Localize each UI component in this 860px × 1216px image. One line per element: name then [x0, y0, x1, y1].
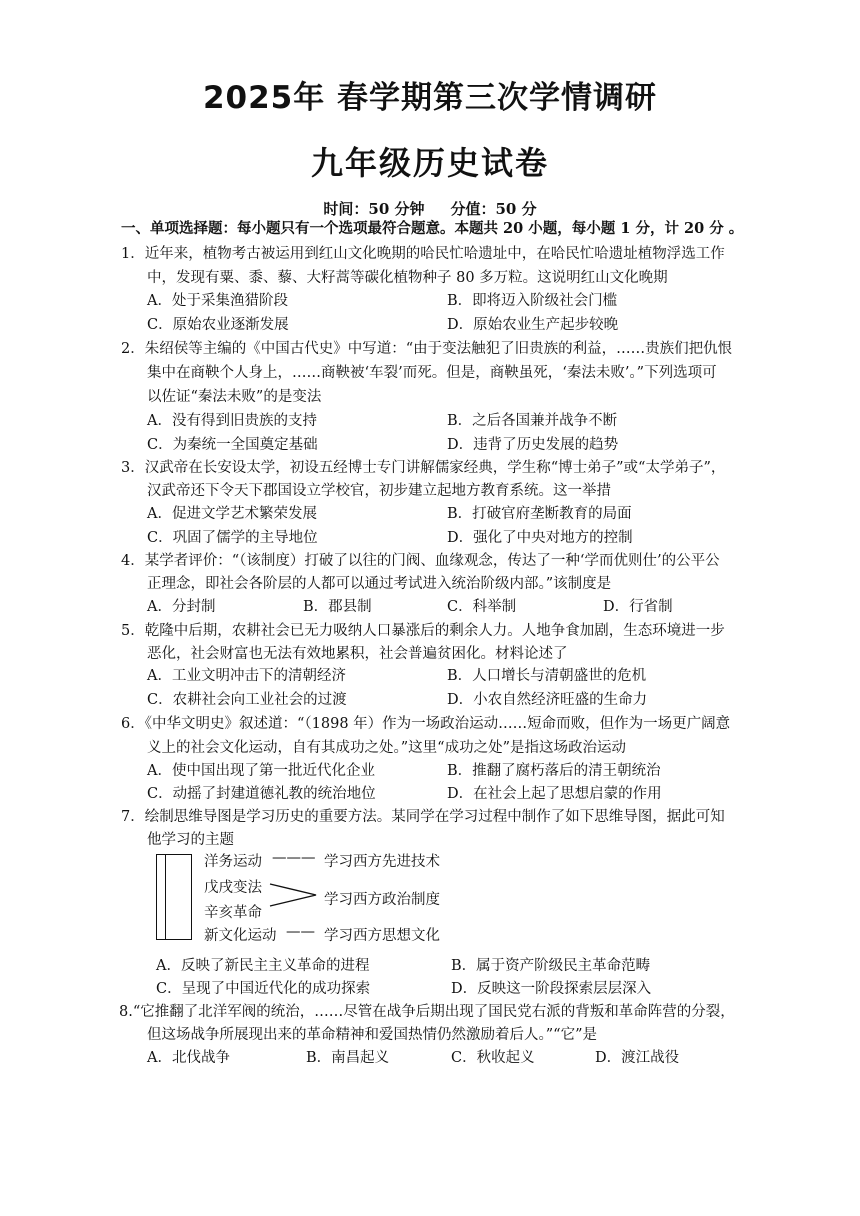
mind-map [156, 850, 456, 944]
exam-score: 分值：50 分 [450, 200, 537, 218]
exam-subtitle: 九年级历史试卷 [310, 144, 549, 182]
mind-map-item-xinhai: 辛亥革命 [204, 905, 262, 921]
exam-time: 时间：50 分钟 [323, 200, 425, 218]
q6-stem-line: 6．《中华文明史》叙述道：“（1898 年）作为一场政治运动……短命而败，但作为一场更广阔意 [121, 716, 731, 732]
q5-option-d: D．小农自然经济旺盛的生命力 [447, 692, 648, 708]
q6-option-b: B．推翻了腐朽落后的清王朝统治 [447, 763, 661, 779]
q5-option-a: A．工业文明冲击下的清朝经济 [147, 668, 346, 684]
q7-option-a: A．反映了新民主主义革命的进程 [156, 958, 370, 974]
q1-option-b: B．即将迈入阶级社会门槛 [447, 293, 618, 309]
mind-map-bracket [156, 854, 192, 940]
q1-option-a: A．处于采集渔猎阶段 [147, 293, 288, 309]
q2-option-d: D．违背了历史发展的趋势 [447, 437, 619, 453]
q2-stem-line: 集中在商鞅个人身上，……商鞅被‘车裂’而死。但是，商鞅虽死，‘秦法未败’。”下列选项可 [147, 365, 717, 381]
mind-map-item-xinwenhua: 新文化运动 [204, 928, 277, 944]
q6-option-c: C．动摇了封建道德礼教的统治地位 [147, 786, 376, 802]
mind-map-topic-technology: 学习西方先进技术 [324, 854, 440, 870]
q6-option-d: D．在社会上起了思想启蒙的作用 [447, 786, 662, 802]
q7-stem-line: 7．绘制思维导图是学习历史的重要方法。某同学在学习过程中制作了如下思维导图，据此可知 [121, 809, 725, 825]
mind-map-merge-arrow [268, 880, 320, 910]
q3-stem-line: 汉武帝还下令天下郡国设立学校官，初步建立起地方教育系统。这一举措 [147, 483, 611, 499]
q2-option-a: A．没有得到旧贵族的支持 [147, 413, 317, 429]
q6-option-a: A．使中国出现了第一批近代化企业 [147, 763, 375, 779]
q4-option-a: A．分封制 [147, 599, 216, 615]
q4-stem-line: 正理念，即社会各阶层的人都可以通过考试进入统治阶级内部。”该制度是 [147, 576, 612, 592]
q7-option-d: D．反映这一阶段探索层层深入 [451, 981, 652, 997]
q4-option-d: D．行省制 [603, 599, 673, 615]
q2-option-c: C．为秦统一全国奠定基础 [147, 437, 318, 453]
mind-map-topic-politics: 学习西方政治制度 [324, 892, 440, 908]
q5-stem-line: 5．乾隆中后期，农耕社会已无力吸纳人口暴涨后的剩余人力。人地争食加剧，生态环境进一步 [121, 623, 725, 639]
mind-map-item-wuxu: 戊戌变法 [204, 880, 262, 896]
q4-option-b: B．郡县制 [303, 599, 372, 615]
q8-option-c: C．秋收起义 [451, 1050, 535, 1066]
q5-option-b: B．人口增长与清朝盛世的危机 [447, 668, 647, 684]
q3-option-d: D．强化了中央对地方的控制 [447, 530, 633, 546]
q1-option-d: D．原始农业生产起步较晚 [447, 317, 619, 333]
q7-option-b: B．属于资产阶级民主革命范畴 [451, 958, 651, 974]
q2-stem-line: 以佐证“秦法未败”的是变法 [147, 389, 322, 405]
q8-option-d: D．渡江战役 [595, 1050, 680, 1066]
q8-stem-line: 8.“它推翻了北洋军阀的统治，……尽管在战争后期出现了国民党右派的背叛和革命阵营的分裂， [119, 1004, 735, 1020]
q1-stem-line: 中，发现有粟、黍、藜、大籽蒿等碳化植物种子 80 多万粒。这说明红山文化晚期 [147, 270, 668, 286]
exam-meta [0, 198, 860, 219]
q7-option-c: C．呈现了中国近代化的成功探索 [156, 981, 371, 997]
q2-option-b: B．之后各国兼并战争不断 [447, 413, 618, 429]
q7-stem-line: 他学习的主题 [147, 832, 234, 848]
mind-map-connector: —— [286, 924, 315, 940]
section-heading: 一、单项选择题：每小题只有一个选项最符合题意。本题共 20 小题，每小题 1 分，计 20 分 。 [121, 220, 744, 237]
q8-option-b: B．南昌起义 [306, 1050, 390, 1066]
q1-stem-line: 1．近年来，植物考古被运用到红山文化晚期的哈民忙哈遗址中，在哈民忙哈遗址植物浮选工作 [121, 246, 725, 262]
q8-option-a: A．北伐战争 [147, 1050, 230, 1066]
q5-stem-line: 恶化，社会财富也无法有效地累积，社会普遍贫困化。材料论述了 [147, 646, 568, 662]
q1-option-c: C．原始农业逐渐发展 [147, 317, 289, 333]
q3-option-a: A．促进文学艺术繁荣发展 [147, 506, 317, 522]
q5-option-c: C．农耕社会向工业社会的过渡 [147, 692, 347, 708]
mind-map-item-yangwu: 洋务运动 [204, 854, 262, 870]
q3-option-c: C．巩固了儒学的主导地位 [147, 530, 318, 546]
mind-map-connector: ——— [272, 850, 316, 866]
q4-stem-line: 4．某学者评价：“（该制度）打破了以往的门阀、血缘观念，传达了一种‘学而优则仕’的公平公 [121, 553, 720, 569]
q6-stem-line: 义上的社会文化运动，自有其成功之处。”这里“成功之处”是指这场政治运动 [147, 740, 626, 756]
q4-option-c: C．科举制 [447, 599, 517, 615]
q3-option-b: B．打破官府垄断教育的局面 [447, 506, 632, 522]
exam-title: 2025年 春学期第三次学情调研 [202, 80, 658, 116]
mind-map-topic-culture: 学习西方思想文化 [324, 928, 440, 944]
q3-stem-line: 3．汉武帝在长安设太学，初设五经博士专门讲解儒家经典，学生称“博士弟子”或“太学弟子”， [121, 460, 726, 476]
q2-stem-line: 2．朱绍侯等主编的《中国古代史》中写道：“由于变法触犯了旧贵族的利益，……贵族们把仇恨 [121, 341, 733, 357]
q8-stem-line: 但这场战争所展现出来的革命精神和爱国热情仍然激励着后人。”“它”是 [147, 1027, 597, 1043]
